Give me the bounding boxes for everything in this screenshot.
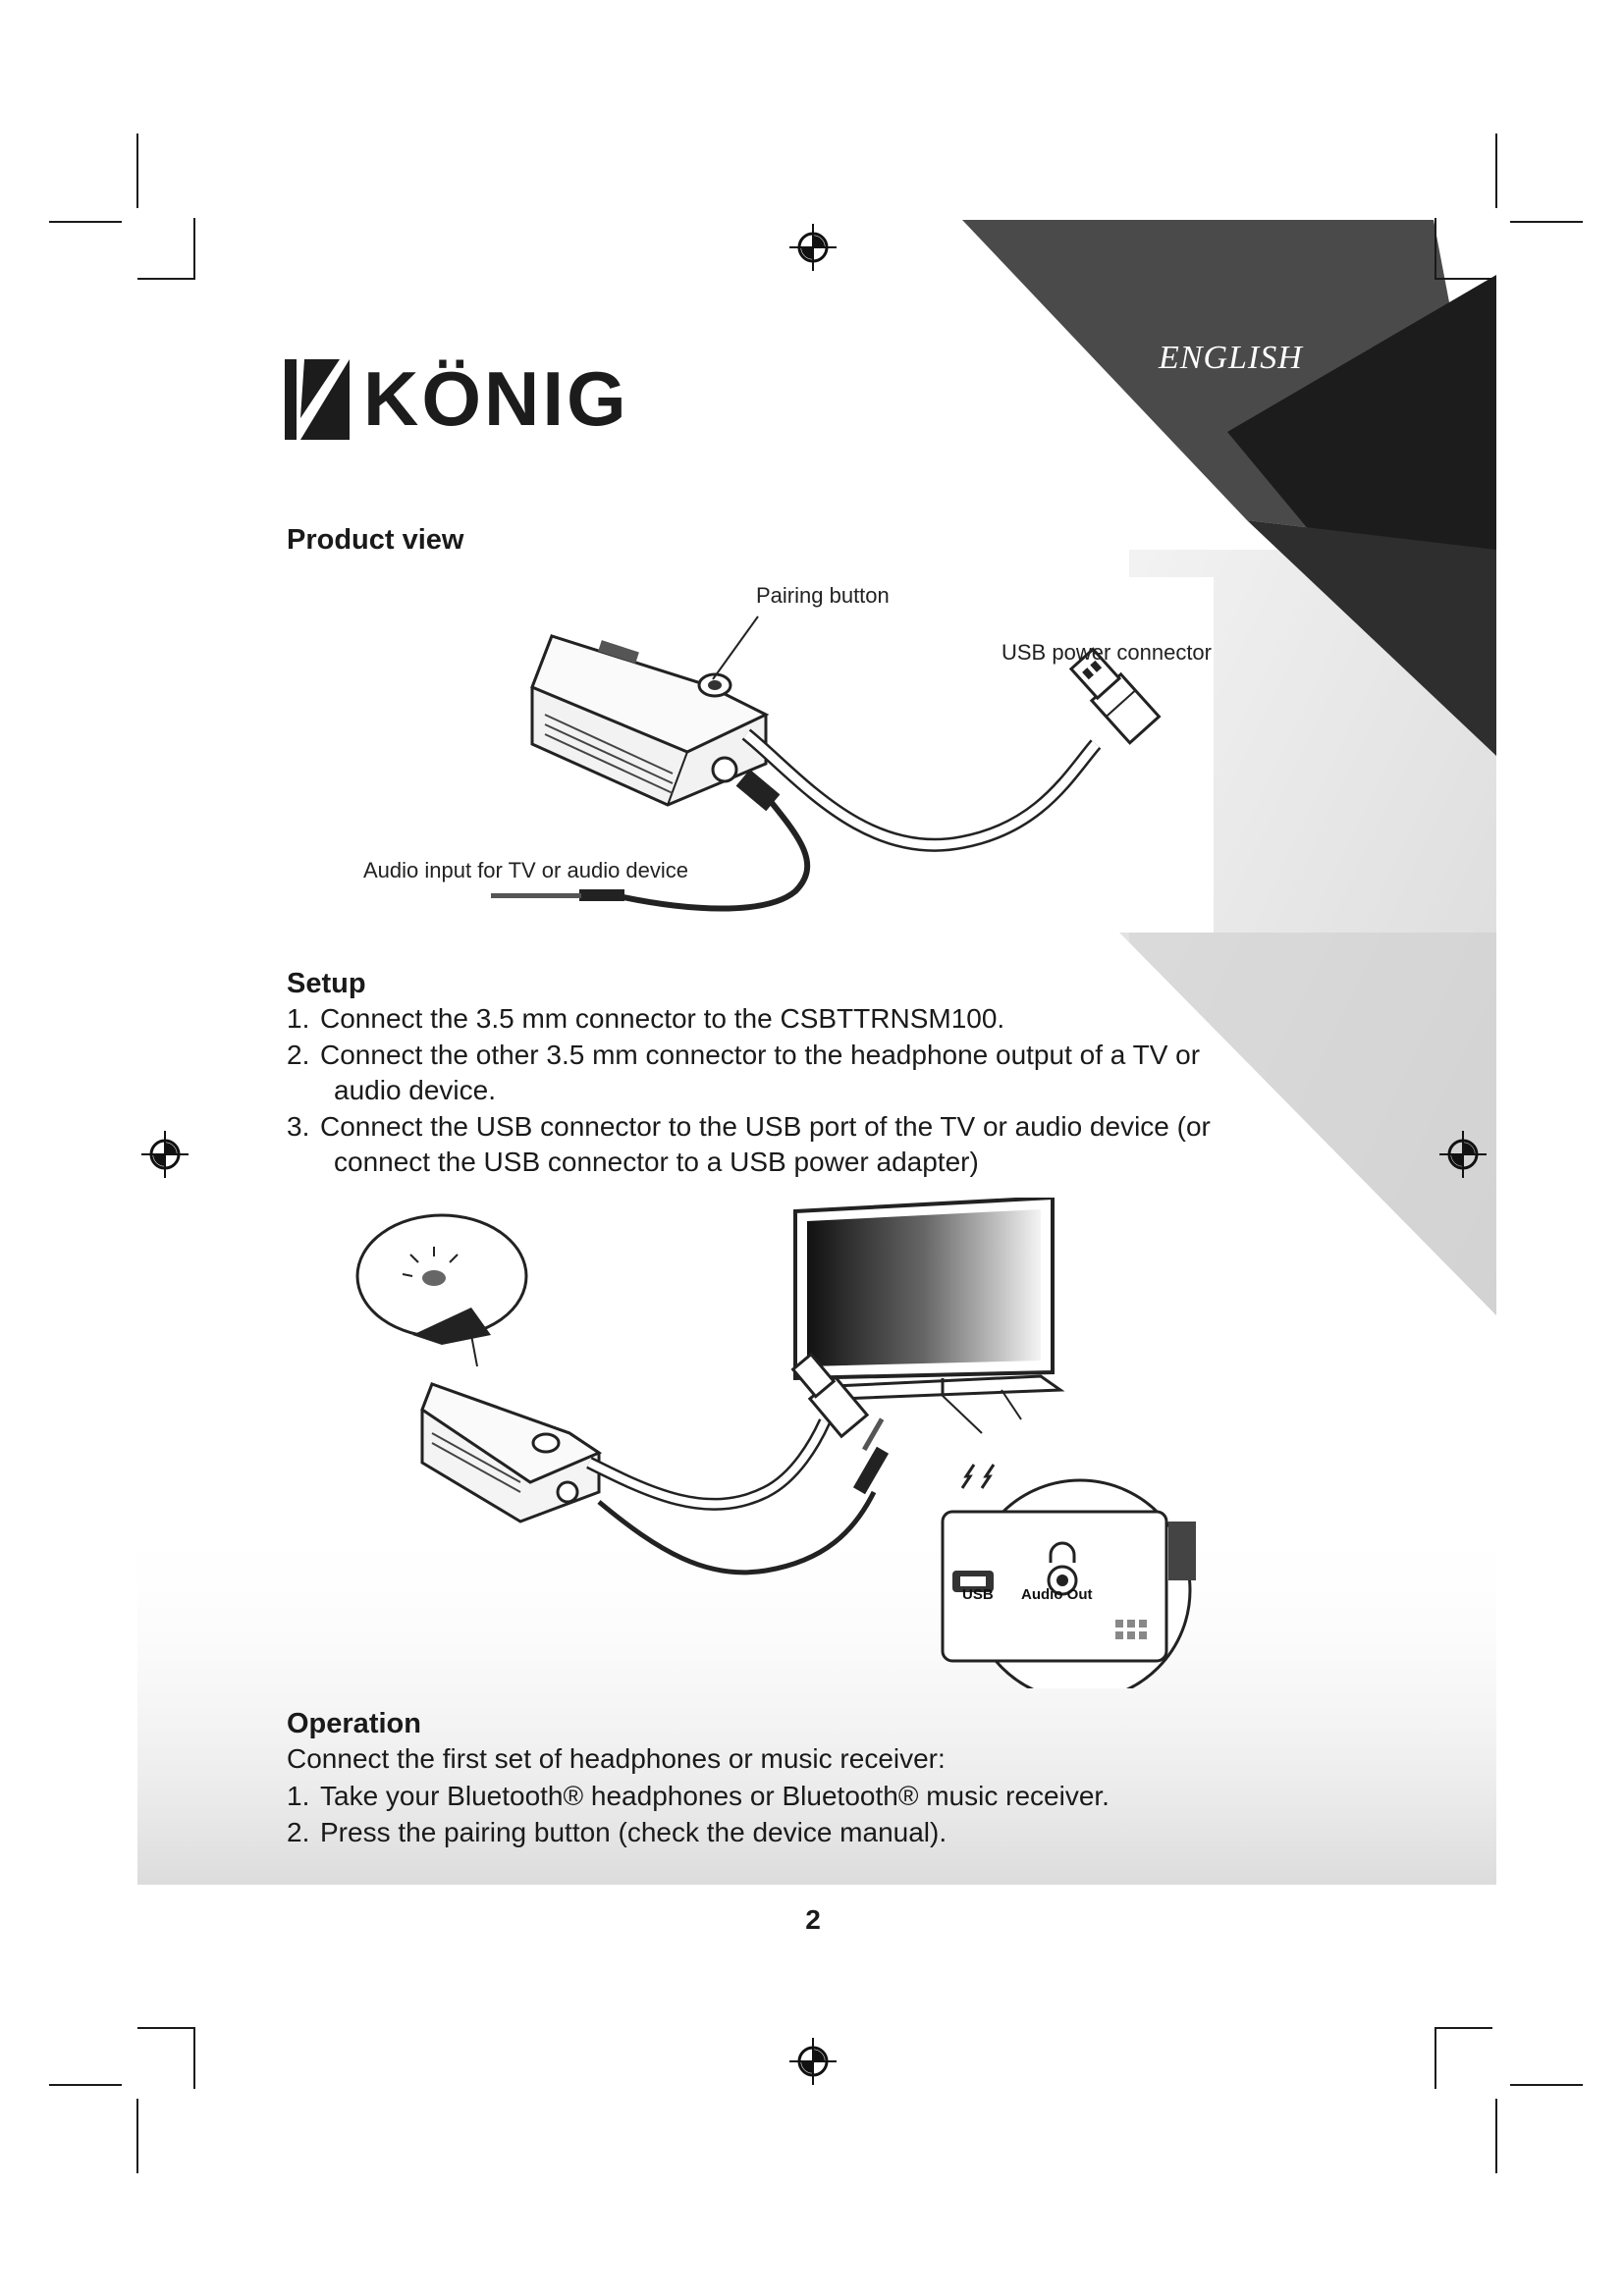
list-item xyxy=(287,1815,1229,1850)
step-number: 2. xyxy=(287,1817,310,1847)
step-number: 2. xyxy=(287,1040,310,1070)
list-item xyxy=(287,1001,1229,1037)
usb-port-label: USB xyxy=(962,1586,994,1603)
product-view-title: Product view xyxy=(287,524,464,556)
audio-out-port-label: Audio Out xyxy=(1021,1586,1093,1603)
step-text: Connect the 3.5 mm connector to the CSBTTRNSM100. xyxy=(320,1003,1005,1034)
registration-mark-icon xyxy=(141,1131,189,1178)
brand-logo xyxy=(285,355,629,442)
step-text: Connect the other 3.5 mm connector to the headphone output of a TV or audio device. xyxy=(320,1040,1201,1105)
registration-mark-icon xyxy=(1439,1131,1487,1178)
list-item xyxy=(287,1779,1229,1814)
registration-mark-icon xyxy=(789,2038,837,2085)
list-item xyxy=(287,1109,1229,1180)
audio-input-label: Audio input for TV or audio device xyxy=(363,858,689,882)
setup-title: Setup xyxy=(287,968,366,999)
brand-name: KÖNIG xyxy=(363,355,629,442)
language-label: ENGLISH xyxy=(1159,340,1303,376)
page-number: 2 xyxy=(805,1904,821,1935)
operation-title: Operation xyxy=(287,1708,421,1739)
step-number: 1. xyxy=(287,1781,310,1811)
list-item xyxy=(287,1038,1229,1108)
setup-illustration xyxy=(353,1198,1198,1688)
registration-mark-icon xyxy=(789,224,837,271)
step-text: Take your Bluetooth® headphones or Bluetooth® music receiver. xyxy=(320,1781,1110,1811)
step-text: Connect the USB connector to the USB port of the TV or audio device (or connect the USB connector to a USB power adapter) xyxy=(320,1111,1211,1177)
pairing-button-label: Pairing button xyxy=(756,583,890,608)
setup-steps xyxy=(287,1001,1229,1181)
step-text: Press the pairing button (check the device manual). xyxy=(320,1817,947,1847)
operation-steps xyxy=(287,1779,1229,1851)
step-number: 3. xyxy=(287,1111,310,1142)
usb-power-connector-label: USB power connector xyxy=(1001,640,1212,665)
brand-logo-mark-icon xyxy=(285,359,350,440)
operation-intro: Connect the first set of headphones or music receiver: xyxy=(287,1743,946,1774)
step-number: 1. xyxy=(287,1003,310,1034)
